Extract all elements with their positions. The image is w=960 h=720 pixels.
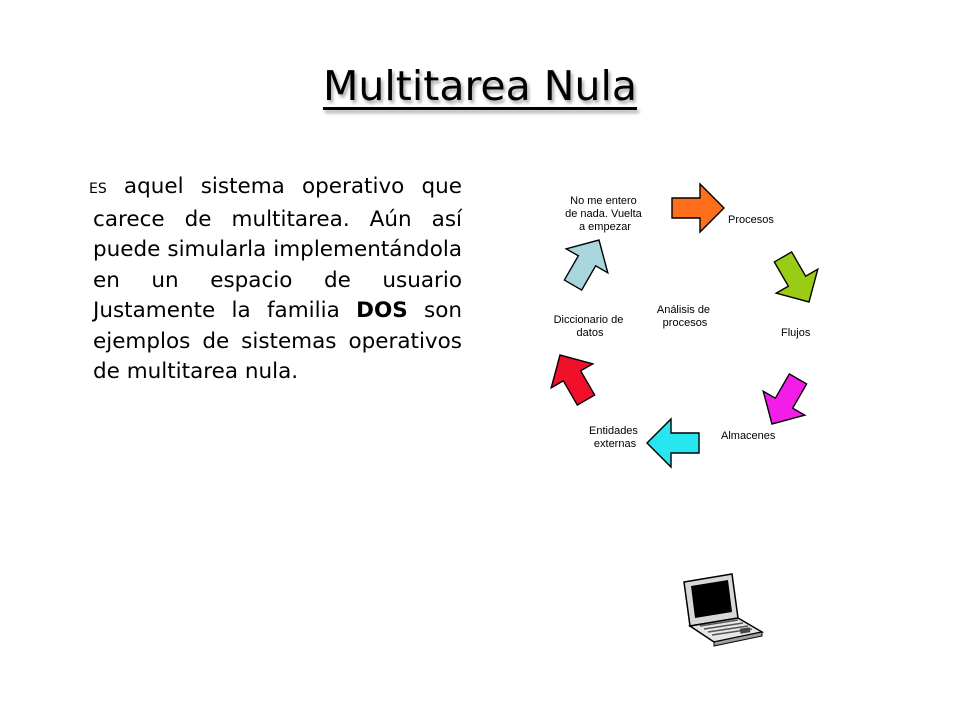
label-line: Diccionario de — [553, 314, 624, 326]
arrow-no-me-entero — [552, 228, 620, 297]
label-almacenes — [721, 430, 776, 442]
label-line: a empezar — [579, 221, 631, 233]
label-line: Flujos — [781, 327, 811, 339]
label-entidades — [589, 425, 641, 450]
label-diccionario — [554, 314, 627, 339]
label-line: datos — [576, 327, 604, 339]
label-procesos — [728, 214, 774, 226]
body-text-a: aquel sistema operativo que carece de multitarea. Aún así puede simularla implementándola en un espacio de usuario Justamente la familia — [93, 174, 462, 323]
body-text-b: son ejemplos de sistemas operativos de multitarea nula. — [93, 298, 462, 384]
label-line: Procesos — [728, 214, 774, 226]
body-paragraph — [89, 172, 462, 388]
label-line: de nada. Vuelta — [565, 208, 642, 220]
body-prefix: ES — [89, 181, 107, 197]
arrow-flujos — [762, 245, 830, 314]
arrow-almacenes — [751, 367, 819, 436]
center-label-line: procesos — [662, 317, 708, 329]
label-line: externas — [593, 438, 637, 450]
body-bold-dos: DOS — [356, 298, 408, 323]
process-cycle-diagram — [510, 170, 830, 470]
center-label-line: Análisis de — [656, 304, 711, 316]
label-no-me-entero — [565, 195, 645, 233]
arrow-entidades — [647, 419, 699, 467]
center-label — [657, 304, 713, 329]
label-line: Almacenes — [721, 430, 776, 442]
label-line: No me entero — [570, 195, 637, 207]
label-flujos — [781, 327, 811, 339]
slide-title: Multitarea Nula — [323, 62, 637, 110]
arrow-procesos — [672, 184, 724, 232]
arrow-diccionario — [539, 343, 607, 412]
laptop-icon — [678, 572, 768, 648]
label-line: Entidades — [589, 425, 638, 437]
